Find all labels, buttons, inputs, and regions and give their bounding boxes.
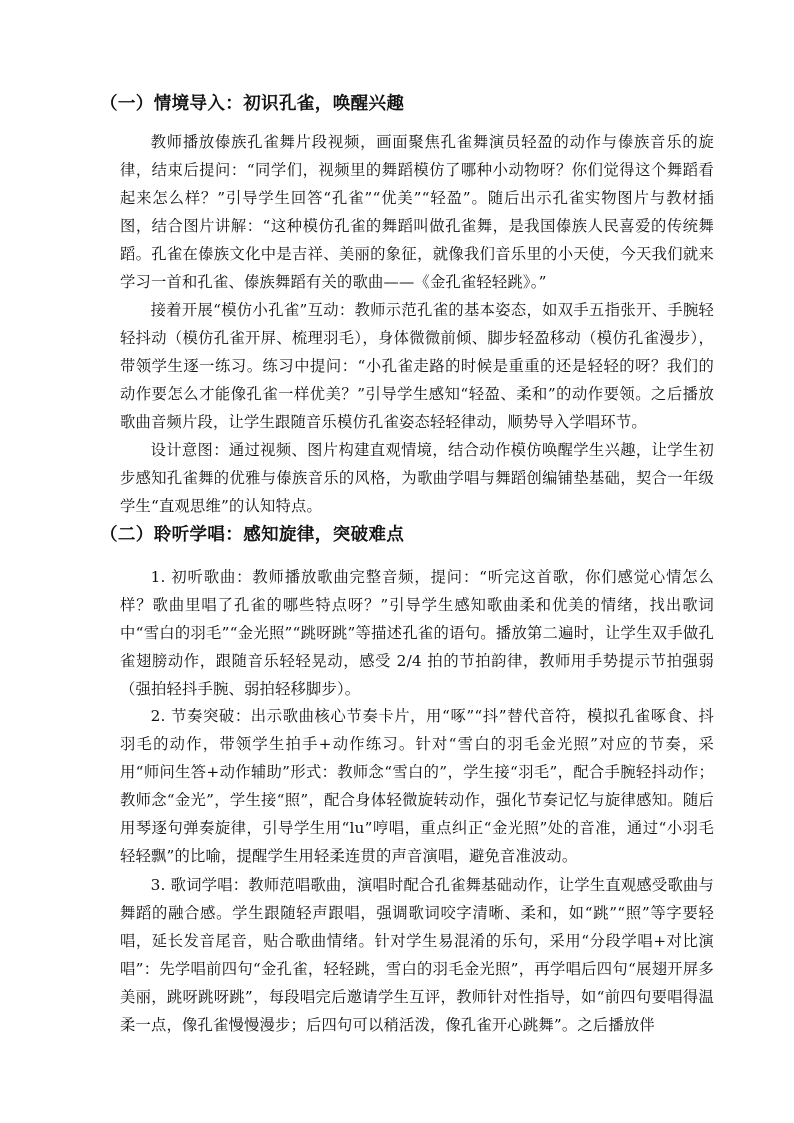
section-2-paragraph-2: 2. 节奏突破：出示歌曲核心节奏卡片，用“啄”“抖”替代音符，模拟孔雀啄食、抖羽毛的动作，带领学生拍手+动作练习。针对“雪白的羽毛金光照”对应的节奏，采用“师问生答+动作辅助”形式：教师念“雪白的”，学生接“羽毛”，配合手腕轻抖动作；教师念“金光”，学生接“照”，配合身体轻微旋转动作，强化节奏记忆与旋律感知。随后用琴逐句弹奏旋律，引导学生用“lu”哼唱，重点纠正“金光照”处的音准，通过“小羽毛轻轻飘”的比喻，提醒学生用轻柔连贯的声音演唱，避免音准波动。 [120,707,714,865]
section-1-paragraph-2: 接着开展“模仿小孔雀”互动：教师示范孔雀的基本姿态，如双手五指张开、手腕轻轻抖动（模仿孔雀开屏、梳理羽毛），身体微微前倾、脚步轻盈移动（模仿孔雀漫步），带领学生逐一练习。练习中提问：“小孔雀走路的时候是重重的还是轻轻的呀？我们的动作要怎么才能像孔雀一样优美？”引导学生感知“轻盈、柔和”的动作要领。之后播放歌曲音频片段，让学生跟随音乐模仿孔雀姿态轻轻律动，顺势导入学唱环节。 [120,301,714,431]
section-heading-2: （二）聆听学唱：感知旋律，突破难点 [100,525,405,545]
section-1-paragraph-3: 设计意图：通过视频、图片构建直观情境，结合动作模仿唤醒学生兴趣，让学生初步感知孔雀舞的优雅与傣族音乐的风格，为歌曲学唱与舞蹈创编铺垫基础，契合一年级学生“直观思维”的认知特点。 [120,441,714,515]
section-heading-1: （一）情境导入：初识孔雀，唤醒兴趣 [100,94,405,114]
section-2-paragraph-3: 3. 歌词学唱：教师范唱歌曲，演唱时配合孔雀舞基础动作，让学生直观感受歌曲与舞蹈的融合感。学生跟随轻声跟唱，强调歌词咬字清晰、柔和，如“跳”“照”等字要轻唱，延长发音尾音，贴合歌曲情绪。针对学生易混淆的乐句，采用“分段学唱+对比演唱”：先学唱前四句“金孔雀，轻轻跳，雪白的羽毛金光照”，再学唱后四句“展翅开屏多美丽，跳呀跳呀跳”，每段唱完后邀请学生互评，教师针对性指导，如“前四句要唱得温柔一点，像孔雀慢慢漫步；后四句可以稍活泼，像孔雀开心跳舞”。之后播放伴 [120,876,714,1034]
section-1-paragraph-1: 教师播放傣族孔雀舞片段视频，画面聚焦孔雀舞演员轻盈的动作与傣族音乐的旋律，结束后提问：“同学们，视频里的舞蹈模仿了哪种小动物呀？你们觉得这个舞蹈看起来怎么样？”引导学生回答“孔雀”“优美”“轻盈”。随后出示孔雀实物图片与教材插图，结合图片讲解：“这种模仿孔雀的舞蹈叫做孔雀舞，是我国傣族人民喜爱的传统舞蹈。孔雀在傣族文化中是吉祥、美丽的象征，就像我们音乐里的小天使，今天我们就来学习一首和孔雀、傣族舞蹈有关的歌曲——《金孔雀轻轻跳》。” [120,133,714,291]
section-2-paragraph-1: 1. 初听歌曲：教师播放歌曲完整音频，提问：“听完这首歌，你们感觉心情怎么样？歌曲里唱了孔雀的哪些特点呀？”引导学生感知歌曲柔和优美的情绪，找出歌词中“雪白的羽毛”“金光照”“跳呀跳”等描述孔雀的语句。播放第二遍时，让学生双手做孔雀翅膀动作，跟随音乐轻轻晃动，感受 2/4 拍的节拍韵律，教师用手势提示节拍强弱（强拍轻抖手腕、弱拍轻移脚步）。 [120,568,714,698]
